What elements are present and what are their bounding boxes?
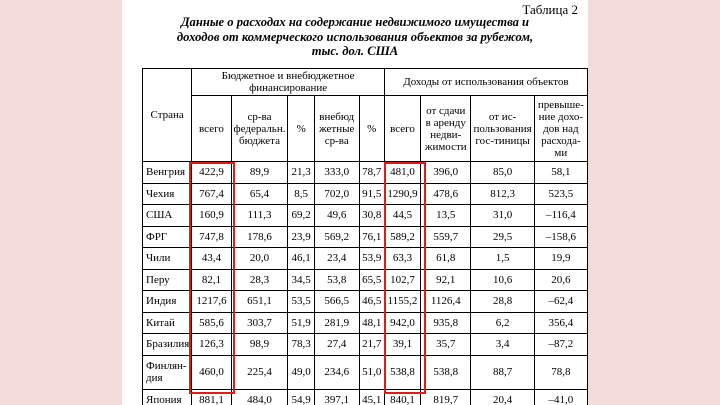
cell-federal: 89,9 [231,162,288,184]
cell-federal: 28,3 [231,269,288,291]
cell-rent: 13,5 [421,205,471,227]
cell-total-income: 481,0 [384,162,420,184]
cell-extra-budget: 49,6 [314,205,359,227]
cell-pct-extra: 53,9 [359,248,384,270]
cell-federal: 65,4 [231,183,288,205]
cell-country: Чехия [143,183,192,205]
cell-country: Финлян-дия [143,355,192,389]
cell-pct-federal: 69,2 [288,205,314,227]
header-extra-budget: внебюд жетные ср-ва [314,96,359,162]
cell-total-income: 942,0 [384,312,420,334]
cell-excess: –116,4 [534,205,587,227]
cell-federal: 178,6 [231,226,288,248]
header-budget-group: Бюджетное и внебюджетное финансирование [192,69,384,96]
cell-total-income: 102,7 [384,269,420,291]
cell-excess: 19,9 [534,248,587,270]
cell-rent: 538,8 [421,355,471,389]
cell-rent: 819,7 [421,389,471,405]
cell-extra-budget: 23,4 [314,248,359,270]
cell-excess: 20,6 [534,269,587,291]
cell-pct-extra: 91,5 [359,183,384,205]
document-page [122,0,588,405]
cell-rent: 35,7 [421,334,471,356]
cell-country: Китай [143,312,192,334]
cell-hotel: 28,8 [471,291,534,313]
cell-pct-extra: 65,5 [359,269,384,291]
cell-rent: 92,1 [421,269,471,291]
cell-federal: 651,1 [231,291,288,313]
cell-hotel: 85,0 [471,162,534,184]
cell-total-expenses: 422,9 [192,162,231,184]
cell-extra-budget: 702,0 [314,183,359,205]
cell-excess: –87,2 [534,334,587,356]
table-caption [122,15,588,59]
cell-extra-budget: 281,9 [314,312,359,334]
cell-extra-budget: 27,4 [314,334,359,356]
cell-pct-extra: 21,7 [359,334,384,356]
cell-hotel: 31,0 [471,205,534,227]
cell-pct-federal: 8,5 [288,183,314,205]
cell-hotel: 20,4 [471,389,534,405]
cell-excess: 58,1 [534,162,587,184]
cell-hotel: 1,5 [471,248,534,270]
header-total-income: всего [384,96,420,162]
cell-pct-federal: 53,5 [288,291,314,313]
header-excess: превыше-ние дохо-дов над расхода-ми [534,96,587,162]
cell-federal: 111,3 [231,205,288,227]
cell-rent: 396,0 [421,162,471,184]
header-total-expenses: всего [192,96,231,162]
header-income-group: Доходы от использования объектов [384,69,587,96]
cell-extra-budget: 569,2 [314,226,359,248]
cell-hotel: 10,6 [471,269,534,291]
header-percent-extra: % [359,96,384,162]
cell-total-income: 63,3 [384,248,420,270]
highlight-total-income-column [384,162,426,394]
cell-total-income: 538,8 [384,355,420,389]
cell-federal: 484,0 [231,389,288,405]
cell-total-income: 1155,2 [384,291,420,313]
cell-country: Индия [143,291,192,313]
header-country: Страна [143,69,192,162]
cell-excess: 78,8 [534,355,587,389]
cell-total-expenses: 160,9 [192,205,231,227]
cell-excess: 356,4 [534,312,587,334]
cell-country: ФРГ [143,226,192,248]
cell-extra-budget: 53,8 [314,269,359,291]
cell-extra-budget: 566,5 [314,291,359,313]
header-federal-budget: ср-ва федеральн. бюджета [231,96,288,162]
cell-extra-budget: 234,6 [314,355,359,389]
cell-total-expenses: 82,1 [192,269,231,291]
header-rent-income: от сдачи в аренду недви-жимости [421,96,471,162]
cell-pct-federal: 46,1 [288,248,314,270]
cell-pct-extra: 30,8 [359,205,384,227]
cell-total-income: 840,1 [384,389,420,405]
cell-pct-federal: 51,9 [288,312,314,334]
cell-federal: 98,9 [231,334,288,356]
cell-country: Япония [143,389,192,405]
cell-pct-extra: 48,1 [359,312,384,334]
cell-pct-extra: 46,5 [359,291,384,313]
cell-extra-budget: 397,1 [314,389,359,405]
cell-pct-federal: 54,9 [288,389,314,405]
cell-rent: 1126,4 [421,291,471,313]
cell-hotel: 29,5 [471,226,534,248]
cell-total-income: 1290,9 [384,183,420,205]
cell-federal: 225,4 [231,355,288,389]
cell-excess: 523,5 [534,183,587,205]
cell-pct-federal: 49,0 [288,355,314,389]
cell-total-expenses: 1217,6 [192,291,231,313]
header-percent-federal: % [288,96,314,162]
cell-total-income: 39,1 [384,334,420,356]
cell-pct-federal: 34,5 [288,269,314,291]
cell-country: Бразилия [143,334,192,356]
cell-pct-extra: 78,7 [359,162,384,184]
cell-country: Венгрия [143,162,192,184]
cell-rent: 935,8 [421,312,471,334]
header-hotel-income: от ис-пользования гос-тиницы [471,96,534,162]
caption-line: Данные о расходах на содержание недвижимого имущества и [180,15,530,29]
highlight-total-expenses-column [189,162,235,394]
cell-excess: –41,0 [534,389,587,405]
cell-total-expenses: 767,4 [192,183,231,205]
cell-pct-federal: 23,9 [288,226,314,248]
cell-total-expenses: 43,4 [192,248,231,270]
cell-hotel: 6,2 [471,312,534,334]
cell-country: Чили [143,248,192,270]
cell-total-expenses: 747,8 [192,226,231,248]
cell-total-expenses: 126,3 [192,334,231,356]
caption-line: тыс. дол. США [311,44,399,58]
caption-line: доходов от коммерческого использования объектов за рубежом, [176,29,534,44]
cell-excess: –62,4 [534,291,587,313]
cell-rent: 61,8 [421,248,471,270]
cell-pct-extra: 51,0 [359,355,384,389]
cell-total-income: 44,5 [384,205,420,227]
cell-total-expenses: 460,0 [192,355,231,389]
cell-pct-federal: 21,3 [288,162,314,184]
cell-total-expenses: 585,6 [192,312,231,334]
cell-pct-extra: 76,1 [359,226,384,248]
table-number: Таблица 2 [522,2,578,17]
cell-total-income: 589,2 [384,226,420,248]
cell-excess: –158,6 [534,226,587,248]
cell-federal: 20,0 [231,248,288,270]
cell-rent: 478,6 [421,183,471,205]
cell-hotel: 812,3 [471,183,534,205]
cell-rent: 559,7 [421,226,471,248]
cell-pct-federal: 78,3 [288,334,314,356]
cell-extra-budget: 333,0 [314,162,359,184]
cell-federal: 303,7 [231,312,288,334]
cell-country: Перу [143,269,192,291]
cell-country: США [143,205,192,227]
cell-hotel: 3,4 [471,334,534,356]
cell-hotel: 88,7 [471,355,534,389]
cell-total-expenses: 881,1 [192,389,231,405]
cell-pct-extra: 45,1 [359,389,384,405]
